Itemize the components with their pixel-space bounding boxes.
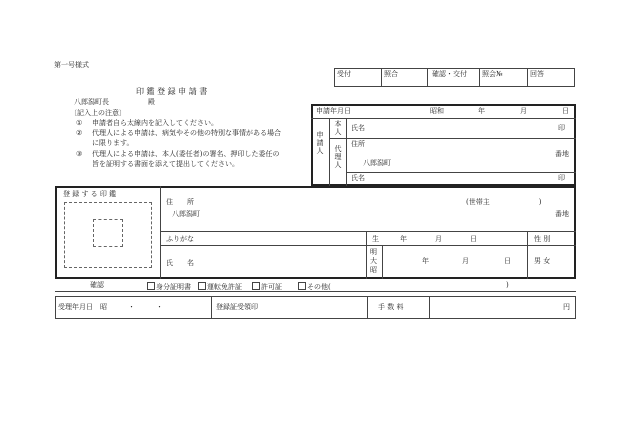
registrant-name-label: 氏 名: [166, 259, 194, 267]
application-era[interactable]: 昭和: [430, 107, 444, 115]
fee-unit: 円: [563, 303, 570, 311]
application-day[interactable]: 日: [562, 107, 569, 115]
furigana-label: ふりがな: [166, 235, 194, 243]
registrant-banchi: 番地: [555, 210, 569, 218]
birth-date-label: 生 年 月 日: [372, 235, 477, 243]
confirm-other-checkbox[interactable]: [298, 282, 331, 291]
office-cell-inquiry-no: 照会№: [482, 70, 503, 78]
note-line: 申請者自ら太線内を記入してください。: [92, 119, 218, 127]
note-line: に限ります。: [92, 139, 134, 147]
confirm-other-label: その他(: [307, 283, 331, 291]
application-year[interactable]: 年: [478, 107, 485, 115]
self-label: 本人: [334, 120, 342, 137]
form-number: 第一号様式: [54, 61, 89, 69]
notes-heading: 〔記入上の注意〕: [70, 109, 126, 117]
registrant-town: 八郎潟町: [172, 210, 200, 218]
note-line: 代理人による申請は、本人(委任者)の署名、押印した委任の: [92, 150, 280, 158]
seal-inner-guide: [93, 219, 123, 247]
application-month[interactable]: 月: [520, 107, 527, 115]
agent-banchi: 番地: [555, 150, 569, 158]
checkbox-icon: [298, 282, 306, 290]
office-cell-answer: 回答: [530, 70, 544, 78]
birth-month[interactable]: 月: [462, 257, 469, 265]
application-date-label: 申請年月日: [316, 107, 351, 115]
agent-seal-mark: 印: [558, 174, 565, 182]
note-mark: ③: [76, 150, 83, 158]
agent-name-label: 氏名: [351, 174, 365, 182]
note-mark: ①: [76, 119, 83, 127]
note-line: 代理人による申請は、病気やその他の特別な事情がある場合: [92, 129, 281, 137]
birth-day[interactable]: 日: [504, 257, 511, 265]
birth-year[interactable]: 年: [422, 257, 429, 265]
office-cell-confirm-issue: 確認・交付: [432, 70, 467, 78]
office-cell-collation: 照合: [384, 70, 398, 78]
agent-town: 八郎潟町: [363, 159, 391, 167]
addressee-honorific: 殿: [148, 98, 155, 106]
receipt-date-label: 受理年月日 昭 ・ ・: [58, 303, 163, 311]
agent-address-label: 住所: [351, 140, 365, 148]
era-taisho[interactable]: 大: [370, 257, 377, 265]
checkbox-icon: [252, 282, 260, 290]
form-title: 印 鑑 登 録 申 請 書: [136, 87, 208, 96]
confirm-license-label: 運転免許証: [207, 283, 242, 291]
agent-label: 代理人: [334, 145, 342, 170]
note-mark: ②: [76, 129, 83, 137]
gender-options[interactable]: 男 女: [534, 257, 551, 265]
seal-box-label: 登 録 す る 印 鑑: [63, 190, 117, 198]
era-showa[interactable]: 昭: [370, 266, 377, 274]
note-line: 旨を証明する書面を添えて提出してください。: [92, 160, 239, 168]
household-head[interactable]: (世帯主 ): [466, 198, 542, 206]
confirm-id-checkbox[interactable]: [147, 282, 191, 291]
registrant-address-label: 住 所: [166, 198, 194, 206]
confirm-permit-label: 許可証: [261, 283, 282, 291]
fee-label: 手 数 料: [378, 303, 404, 311]
addressee-name: 八郎潟町長: [74, 98, 109, 106]
confirm-permit-checkbox[interactable]: [252, 282, 282, 291]
self-name-label: 氏名: [351, 124, 365, 132]
checkbox-icon: [198, 282, 206, 290]
confirm-license-checkbox[interactable]: [198, 282, 242, 291]
checkbox-icon: [147, 282, 155, 290]
applicant-side-label: 申請人: [316, 131, 324, 156]
era-meiji[interactable]: 明: [370, 248, 377, 256]
gender-label: 性 別: [534, 235, 551, 243]
confirm-other-close: ): [506, 281, 509, 289]
certificate-receipt-seal-label: 登録証受領印: [216, 303, 258, 311]
confirm-id-label: 身分証明書: [156, 283, 191, 291]
confirmation-label: 確認: [90, 281, 104, 289]
office-cell-reception: 受付: [337, 70, 351, 78]
self-seal-mark: 印: [558, 124, 565, 132]
